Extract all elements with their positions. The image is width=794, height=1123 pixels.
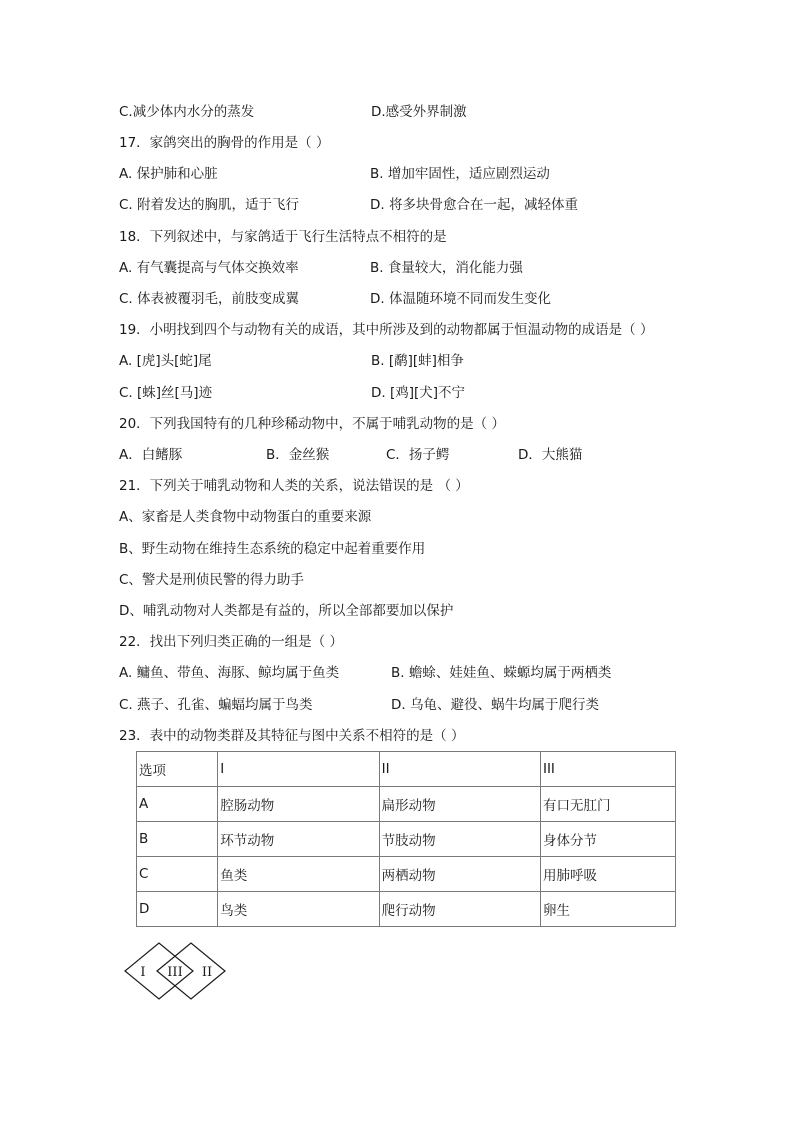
q18-option-c: C. 体表被覆羽毛，前肢变成翼 [119,291,300,307]
table-header-row [137,752,676,787]
q22-option-a: A. 鳙鱼、带鱼、海豚、鲸均属于鱼类 [119,665,340,681]
q20-stem: 20．下列我国特有的几种珍稀动物中，不属于哺乳动物的是（ ） [119,416,505,432]
q21-option-d: D、哺乳动物对人类都是有益的，所以全部都要加以保护 [119,603,454,619]
q21-option-c: C、警犬是刑侦民警的得力助手 [119,572,304,588]
q21-option-b: B、野生动物在维持生态系统的稳定中起着重要作用 [119,541,426,557]
table-cell: 卵生 [540,892,675,927]
q19-stem: 19．小明找到四个与动物有关的成语，其中所涉及到的动物都属于恒温动物的成语是（ ） [119,322,654,338]
table-cell: 两栖动物 [379,857,540,892]
q22-stem: 22．找出下列归类正确的一组是（ ） [119,634,343,650]
q22-option-c: C. 燕子、孔雀、蝙蝠均属于鸟类 [119,697,313,713]
q17-option-b: B. 增加牢固性，适应剧烈运动 [370,166,550,182]
q21-stem: 21．下列关于哺乳动物和人类的关系，说法错误的是 （ ） [119,478,469,494]
table-cell: C [137,857,218,892]
table-row [137,892,676,927]
table-cell: 鱼类 [218,857,379,892]
q20-option-b: B．金丝猴 [266,447,330,463]
diagram-label-i: I [140,965,146,980]
diagram-label-ii: II [201,965,213,980]
q19-option-a: A. [虎]头[蛇]尾 [119,353,212,369]
table-cell: B [137,822,218,857]
q18-option-d: D. 体温随环境不同而发生变化 [370,291,551,307]
diamond-i [125,943,193,999]
q17-option-a: A. 保护肺和心脏 [119,166,218,182]
table-row [137,822,676,857]
table-cell: 身体分节 [540,822,675,857]
table-header-cell: II [379,752,540,787]
table-cell: 有口无肛门 [540,787,675,822]
q19-option-b: B. [鹬][蚌]相争 [371,353,464,369]
q19-option-d: D. [鸡][犬]不宁 [371,385,466,401]
q20-option-c: C．扬子鳄 [386,447,450,463]
q23-stem: 23．表中的动物类群及其特征与图中关系不相符的是（ ） [119,728,465,744]
table-cell: 环节动物 [218,822,379,857]
q18-option-a: A. 有气囊提高与气体交换效率 [119,260,299,276]
table-cell: 用肺呼吸 [540,857,675,892]
q17-option-d: D. 将多块骨愈合在一起，减轻体重 [370,197,578,213]
q23-options-table [136,751,676,927]
table-cell: D [137,892,218,927]
table-cell: 爬行动物 [379,892,540,927]
q22-option-d: D. 乌龟、避役、蜗牛均属于爬行类 [391,697,599,713]
table-header-cell: I [218,752,379,787]
table-cell: 鸟类 [218,892,379,927]
table-row [137,857,676,892]
q19-option-c: C. [蛛]丝[马]迹 [119,385,213,401]
table-cell: 腔肠动物 [218,787,379,822]
q16-option-c: C.减少体内水分的蒸发 [119,104,255,120]
table-cell: 节肢动物 [379,822,540,857]
table-row [137,787,676,822]
diagram-label-iii: III [167,965,183,980]
table-cell: 扁形动物 [379,787,540,822]
q18-option-b: B. 食量较大，消化能力强 [370,260,523,276]
table-header-cell: 选项 [137,752,218,787]
q16-option-d: D.感受外界制激 [371,104,467,120]
q20-option-d: D．大熊猫 [518,447,583,463]
table-cell: A [137,787,218,822]
q21-option-a: A、家畜是人类食物中动物蛋白的重要来源 [119,509,372,525]
q17-option-c: C. 附着发达的胸肌，适于飞行 [119,197,300,213]
table-header-cell: III [540,752,675,787]
q18-stem: 18．下列叙述中，与家鸽适于飞行生活特点不相符的是 [119,229,447,245]
q17-stem: 17．家鸽突出的胸骨的作用是（ ） [119,135,330,151]
q20-option-a: A．白鳍豚 [119,447,183,463]
q22-option-b: B. 蟾蜍、娃娃鱼、蝾螈均属于两栖类 [391,665,612,681]
q23-overlap-diagram [122,940,228,1002]
